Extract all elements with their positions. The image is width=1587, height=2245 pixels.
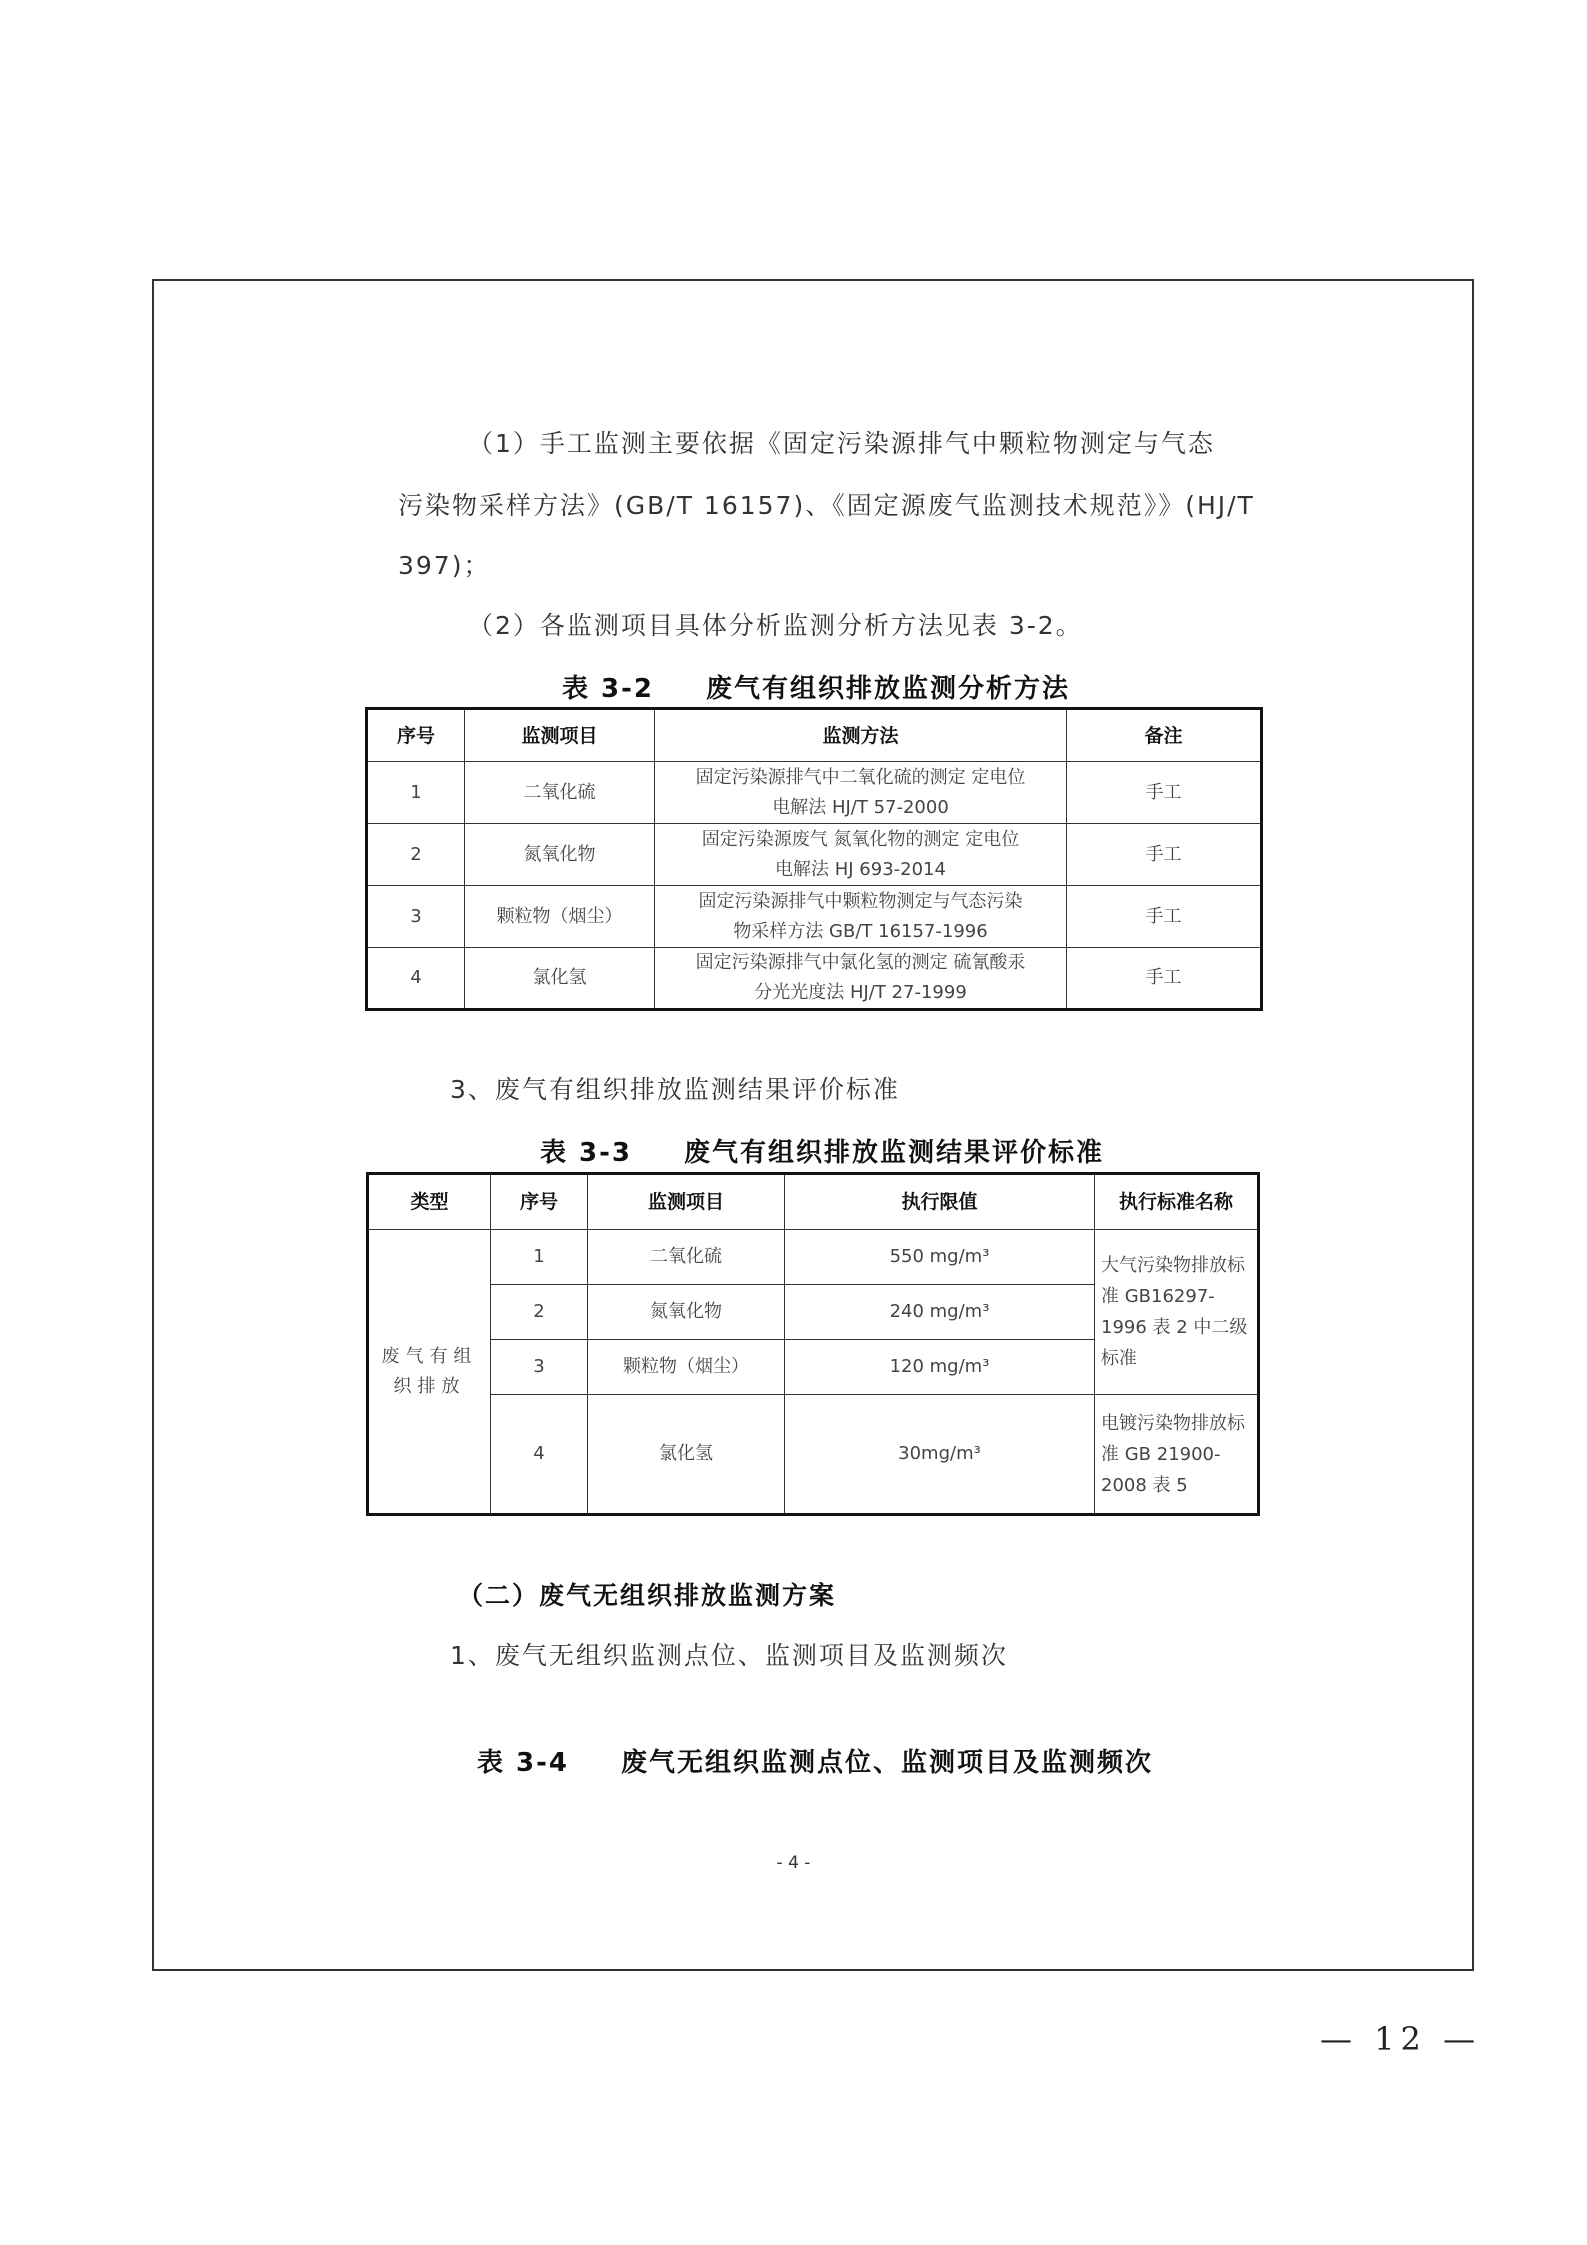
header-cell: 执行限值 [785, 1174, 1095, 1230]
monitoring-method: 固定污染源排气中颗粒物测定与气态污染 物采样方法 GB/T 16157-1996 [655, 886, 1067, 948]
table-3-3-caption [540, 1132, 1104, 1169]
folio-page-number: — 12 — [1320, 2020, 1482, 2058]
row-number: 3 [491, 1340, 588, 1395]
row-number: 1 [491, 1230, 588, 1285]
limit-value: 240 mg/m³ [785, 1285, 1095, 1340]
inner-page-number: - 4 - [776, 1853, 811, 1873]
header-cell: 序号 [367, 709, 465, 762]
monitoring-method: 固定污染源废气 氮氧化物的测定 定电位 电解法 HJ 693-2014 [655, 824, 1067, 886]
table-row [367, 824, 1262, 886]
page-border [152, 279, 1474, 1971]
table-3-3-title: 废气有组织排放监测结果评价标准 [684, 1138, 1105, 1168]
monitoring-item: 氯化氢 [465, 948, 655, 1010]
limit-value: 120 mg/m³ [785, 1340, 1095, 1395]
limit-value: 550 mg/m³ [785, 1230, 1095, 1285]
note: 手工 [1067, 948, 1262, 1010]
header-cell: 监测项目 [465, 709, 655, 762]
table-row [368, 1395, 1259, 1515]
header-cell: 监测方法 [655, 709, 1067, 762]
monitoring-item: 氮氧化物 [465, 824, 655, 886]
row-number: 4 [491, 1395, 588, 1515]
table-header-row [367, 709, 1262, 762]
item-1-heading: 1、废气无组织监测点位、监测项目及监测频次 [450, 1641, 1008, 1670]
standard-name: 大气污染物排放标准 GB16297-1996 表 2 中二级标准 [1095, 1230, 1259, 1395]
monitoring-item: 氯化氢 [588, 1395, 785, 1515]
table-3-4-title: 废气无组织监测点位、监测项目及监测频次 [621, 1748, 1154, 1778]
table-row [367, 762, 1262, 824]
row-number: 4 [367, 948, 465, 1010]
table-row [368, 1230, 1259, 1285]
table-header-row [368, 1174, 1259, 1230]
limit-value: 30mg/m³ [785, 1395, 1095, 1515]
monitoring-item: 颗粒物（烟尘） [588, 1340, 785, 1395]
paragraph-1-line-3: 397)； [398, 551, 491, 580]
table-3-4-caption [477, 1742, 1153, 1779]
table-3-2-caption [562, 668, 1070, 705]
standard-name: 电镀污染物排放标准 GB 21900-2008 表 5 [1095, 1395, 1259, 1515]
subsection-2-heading: （二）废气无组织排放监测方案 [458, 1581, 837, 1610]
row-number: 1 [367, 762, 465, 824]
paragraph-2: （2）各监测项目具体分析监测分析方法见表 3-2。 [468, 611, 1083, 640]
table-3-2 [365, 707, 1263, 1011]
header-cell: 序号 [491, 1174, 588, 1230]
monitoring-item: 二氧化硫 [465, 762, 655, 824]
monitoring-item: 二氧化硫 [588, 1230, 785, 1285]
row-number: 3 [367, 886, 465, 948]
table-row [367, 886, 1262, 948]
table-3-2-title: 废气有组织排放监测分析方法 [706, 674, 1071, 704]
row-number: 2 [367, 824, 465, 886]
row-number: 2 [491, 1285, 588, 1340]
table-3-4-number: 表 3-4 [477, 1748, 570, 1778]
monitoring-method: 固定污染源排气中氯化氢的测定 硫氰酸汞 分光光度法 HJ/T 27-1999 [655, 948, 1067, 1010]
paragraph-1-line-1: （1）手工监测主要依据《固定污染源排气中颗粒物测定与气态 [468, 429, 1215, 458]
monitoring-item: 氮氧化物 [588, 1285, 785, 1340]
note: 手工 [1067, 762, 1262, 824]
table-3-3-number: 表 3-3 [540, 1138, 633, 1168]
table-3-2-number: 表 3-2 [562, 674, 655, 704]
note: 手工 [1067, 886, 1262, 948]
monitoring-item: 颗粒物（烟尘） [465, 886, 655, 948]
section-3-heading: 3、废气有组织排放监测结果评价标准 [450, 1075, 900, 1104]
table-3-3 [366, 1172, 1260, 1516]
note: 手工 [1067, 824, 1262, 886]
header-cell: 备注 [1067, 709, 1262, 762]
header-cell: 执行标准名称 [1095, 1174, 1259, 1230]
header-cell: 监测项目 [588, 1174, 785, 1230]
header-cell: 类型 [368, 1174, 491, 1230]
table-row [367, 948, 1262, 1010]
paragraph-1-line-2: 污染物采样方法》(GB/T 16157)、《固定源废气监测技术规范》》(HJ/T [398, 491, 1255, 520]
monitoring-method: 固定污染源排气中二氧化硫的测定 定电位 电解法 HJ/T 57-2000 [655, 762, 1067, 824]
emission-type: 废气有组织排放 [368, 1230, 491, 1515]
